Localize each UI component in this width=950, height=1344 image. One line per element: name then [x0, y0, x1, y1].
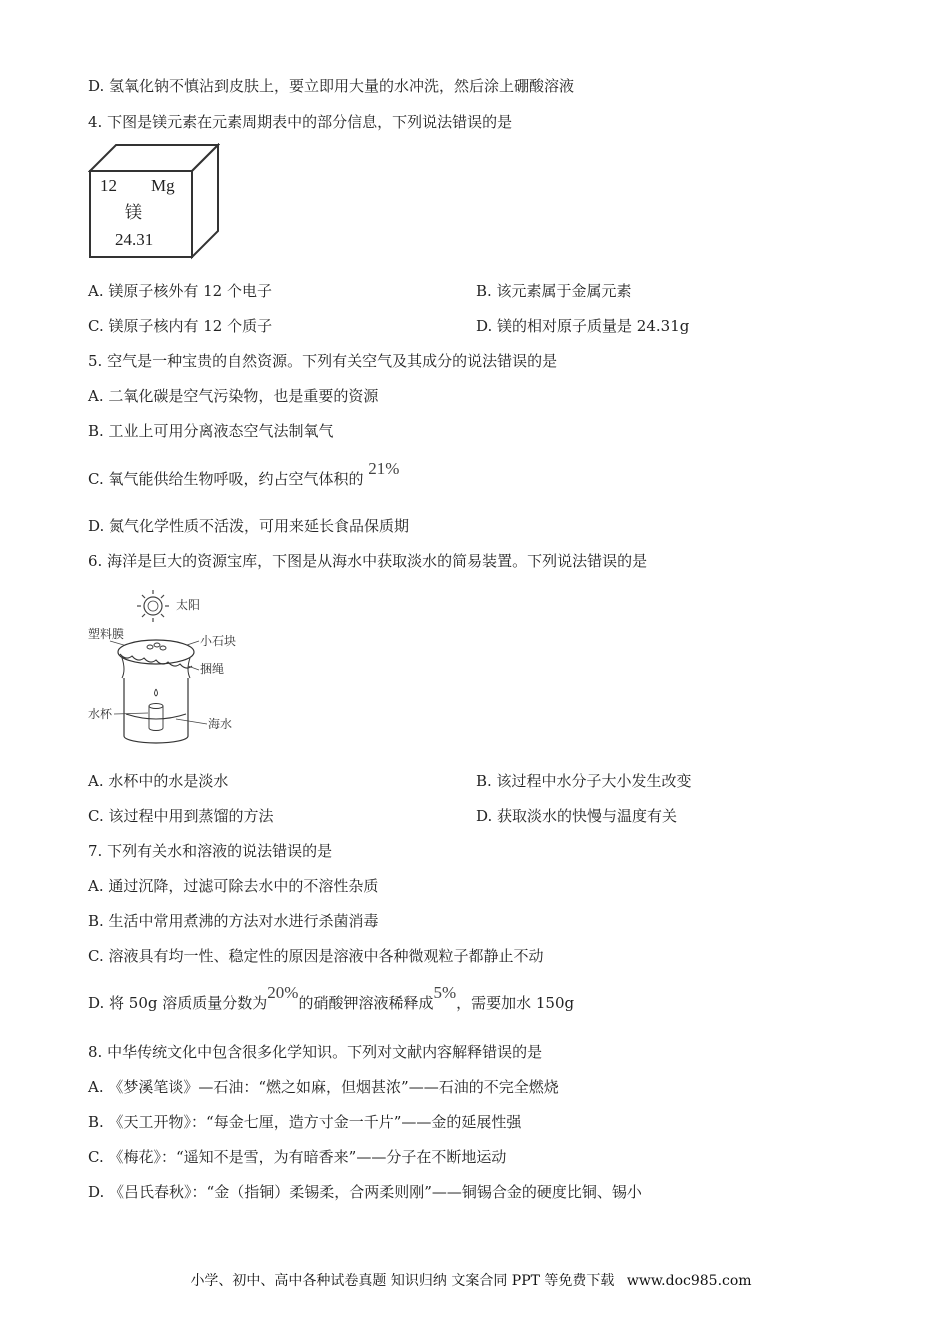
footer-text: 小学、初中、高中各种试卷真题 知识归纳 文案合同 PPT 等免费下载 [190, 1273, 615, 1289]
q5-option-c-percent: 21% [368, 459, 400, 478]
q8-option-c: C. 《梅花》：“遥知不是雪，为有暗香来”——分子在不断地运动 [88, 1148, 507, 1166]
page-footer [0, 1270, 950, 1290]
q4-option-d: D. 镁的相对原子质量是 24.31g [476, 317, 690, 335]
q8-stem: 8. 中华传统文化中包含很多化学知识。下列对文献内容解释错误的是 [88, 1043, 543, 1061]
q8-option-d: D. 《吕氏春秋》：“金（指铜）柔锡柔，合两柔则刚”——铜锡合金的硬度比铜、锡小 [88, 1183, 642, 1201]
footer-url[interactable]: www.doc985.com [626, 1273, 752, 1289]
q5-stem: 5. 空气是一种宝贵的自然资源。下列有关空气及其成分的说法错误的是 [88, 352, 558, 370]
q3-option-d: D. 氢氧化钠不慎沾到皮肤上，要立即用大量的水冲洗，然后涂上硼酸溶液 [88, 77, 575, 95]
q5-option-a: A. 二氧化碳是空气污染物，也是重要的资源 [88, 387, 379, 405]
element-symbol: Mg [151, 176, 175, 195]
q5-option-d: D. 氮气化学性质不活泼，可用来延长食品保质期 [88, 517, 410, 535]
q7-option-a: A. 通过沉降，过滤可除去水中的不溶性杂质 [88, 877, 379, 895]
q7-option-d-percent2: 5% [433, 983, 457, 1002]
q7-option-d-percent1: 20% [267, 983, 299, 1002]
label-seawater: 海水 [208, 717, 233, 731]
q8-option-b: B. 《天工开物》：“每金七厘，造方寸金一千片”——金的延展性强 [88, 1113, 522, 1131]
q5-option-c [88, 459, 400, 489]
q4-option-c: C. 镁原子核内有 12 个质子 [88, 317, 273, 335]
label-rope: 捆绳 [200, 662, 225, 676]
q7-option-d-part2: 的硝酸钾溶液稀释成 [298, 994, 434, 1012]
element-number: 12 [100, 176, 117, 195]
q7-option-c: C. 溶液具有均一性、稳定性的原因是溶液中各种微观粒子都静止不动 [88, 947, 544, 965]
label-stone: 小石块 [200, 634, 237, 648]
q6-option-a: A. 水杯中的水是淡水 [88, 772, 229, 790]
q6-option-b: B. 该过程中水分子大小发生改变 [476, 772, 692, 790]
q5-option-c-text: C. 氧气能供给生物呼吸，约占空气体积的 [88, 470, 364, 488]
q7-option-b: B. 生活中常用煮沸的方法对水进行杀菌消毒 [88, 912, 379, 930]
q4-option-b: B. 该元素属于金属元素 [476, 282, 632, 300]
label-sun: 太阳 [176, 598, 201, 612]
q4-option-a: A. 镁原子核外有 12 个电子 [88, 282, 272, 300]
q6-option-d: D. 获取淡水的快慢与温度有关 [476, 807, 678, 825]
sun-icon [137, 590, 169, 622]
q7-stem: 7. 下列有关水和溶液的说法错误的是 [88, 842, 333, 860]
magnesium-element-cube [88, 143, 220, 263]
q8-option-a: A. 《梦溪笔谈》—石油：“燃之如麻，但烟甚浓”——石油的不完全燃烧 [88, 1078, 559, 1096]
q6-stem: 6. 海洋是巨大的资源宝库，下图是从海水中获取淡水的简易装置。下列说法错误的是 [88, 552, 648, 570]
q4-stem: 4. 下图是镁元素在元素周期表中的部分信息，下列说法错误的是 [88, 113, 513, 131]
q7-option-d-part1: D. 将 50g 溶质质量分数为 [88, 994, 268, 1012]
label-film: 塑料膜 [88, 627, 125, 641]
q7-option-d [88, 983, 575, 1013]
q5-option-b: B. 工业上可用分离液态空气法制氧气 [88, 422, 334, 440]
seawater-desalination-diagram [86, 588, 256, 748]
q6-option-c: C. 该过程中用到蒸馏的方法 [88, 807, 274, 825]
label-cup: 水杯 [88, 707, 113, 721]
element-mass: 24.31 [115, 230, 154, 249]
q7-option-d-part3: ，需要加水 150g [456, 994, 575, 1012]
element-name: 镁 [125, 203, 142, 222]
